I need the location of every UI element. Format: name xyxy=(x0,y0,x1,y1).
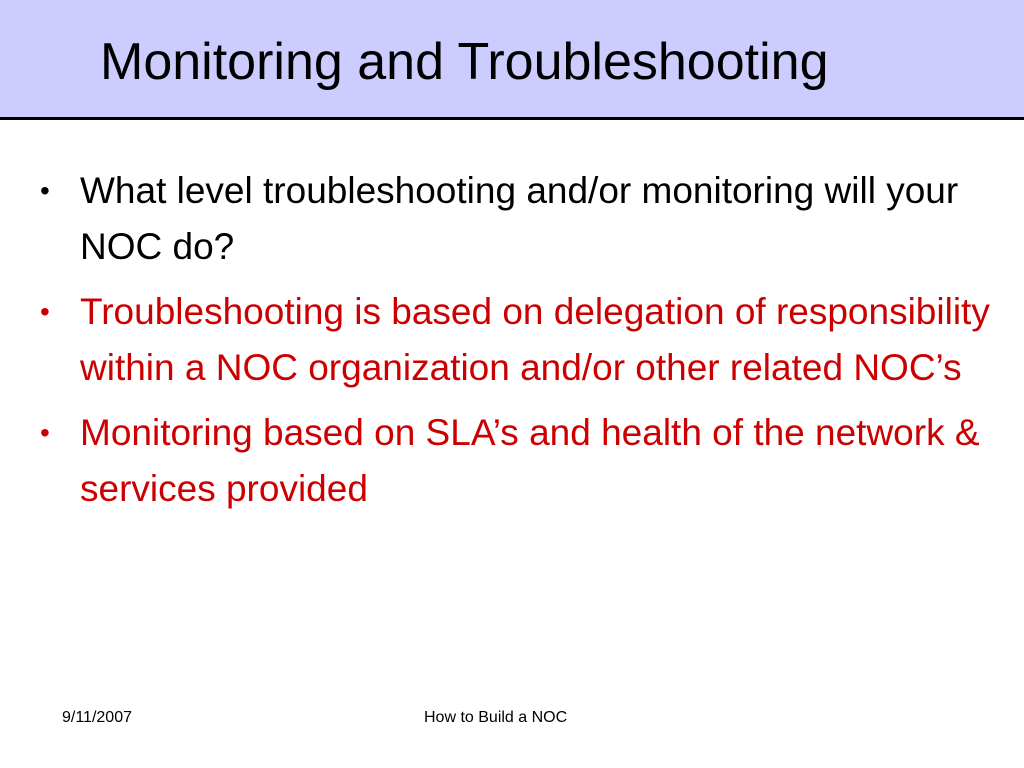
bullet-marker: • xyxy=(40,417,50,448)
bullet-item xyxy=(40,163,1000,275)
bullet-item xyxy=(40,284,1000,396)
bullet-item xyxy=(40,405,1000,517)
bullet-text: What level troubleshooting and/or monitoring will your NOC do? xyxy=(80,170,959,267)
title-divider xyxy=(0,117,1024,120)
bullet-text: Monitoring based on SLA’s and health of the network & services provided xyxy=(80,412,980,509)
bullet-list xyxy=(40,163,1000,526)
bullet-text: Troubleshooting is based on delegation of responsibility within a NOC organization and/or other related NOC’s xyxy=(80,291,990,388)
footer-title: How to Build a NOC xyxy=(424,709,568,726)
slide-title: Monitoring and Troubleshooting xyxy=(100,33,829,91)
title-bar xyxy=(0,0,1024,117)
footer-date: 9/11/2007 xyxy=(62,709,132,726)
bullet-marker: • xyxy=(40,296,50,327)
bullet-marker: • xyxy=(40,175,50,206)
